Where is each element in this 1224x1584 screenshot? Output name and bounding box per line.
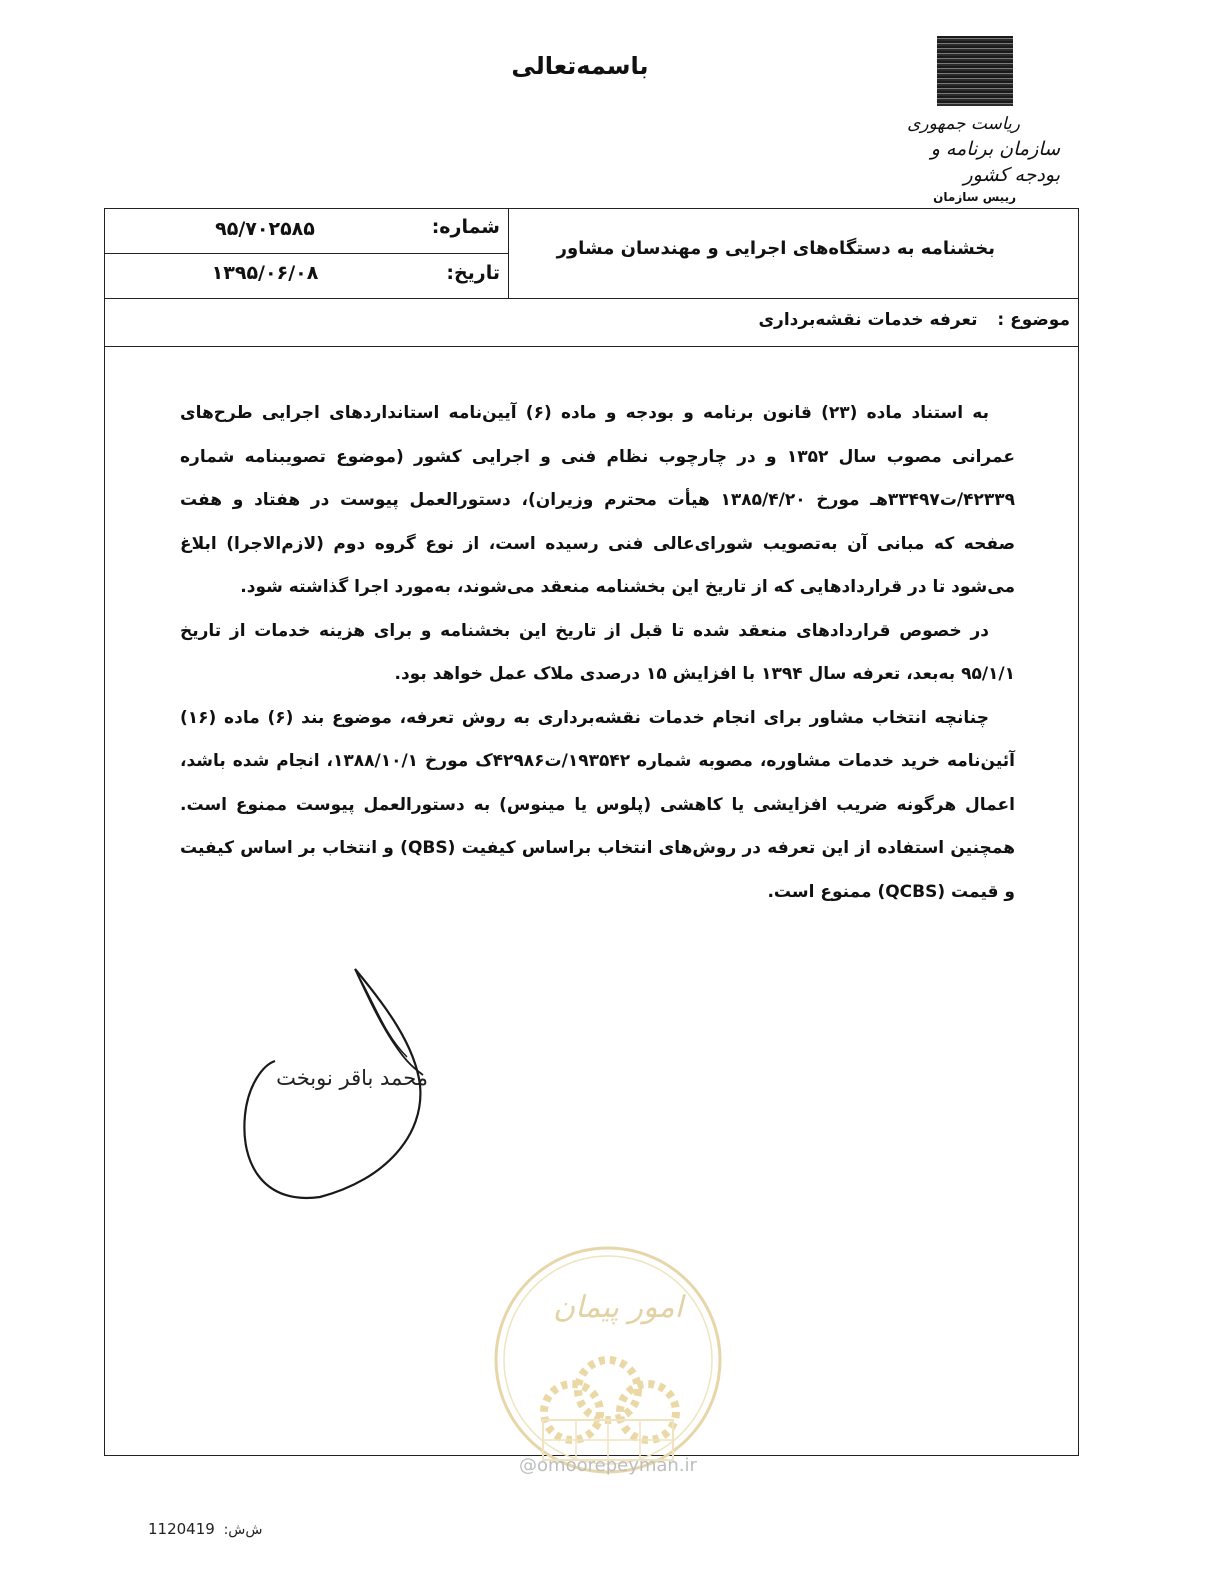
subject-line	[600, 310, 1070, 330]
org-line-head: رییس سازمان	[933, 190, 1016, 204]
frame-divider-meta	[104, 253, 508, 254]
number-value: ۹۵/۷۰۲۵۸۵	[215, 218, 315, 240]
subject-label: موضوع :	[997, 310, 1070, 330]
body-paragraph-3: چنانچه انتخاب مشاور برای انجام خدمات نقشه‌برداری به روش تعرفه، موضوع بند (۶) ماده (۱۶) آئین‌نامه خرید خدمات مشاوره، مصوبه شماره ۱۹۳۵۴۲/ت۴۲۹۸۶ک مورخ ۱۳۸۸/۱۰/۱، انجام شده باشد، اعمال هرگونه ضریب افزایشی یا کاهشی (پلوس یا مینوس) به دستورالعمل پیوست ممنوع است. همچنین استفاده از این تعرفه در روش‌های انتخاب براساس کیفیت (QBS) و انتخاب بر اساس کیفیت و قیمت (QCBS) ممنوع است.	[180, 707, 1015, 902]
watermark-url: @omoorepeyman.ir	[519, 1455, 697, 1476]
watermark-seal	[488, 1240, 728, 1480]
subject-value: تعرفه خدمات نقشه‌برداری	[758, 310, 978, 330]
letter-body	[180, 392, 1015, 914]
basmala-heading: باسمه‌تعالی	[511, 52, 649, 80]
recipient-heading: بخشنامه به دستگاه‌های اجرایی و مهندسان مشاور	[556, 238, 995, 259]
signatory-name: محمد باقر نوبخت	[276, 1066, 428, 1090]
body-paragraph-2: در خصوص قراردادهای منعقد شده تا قبل از تاریخ این بخشنامه و برای هزینه خدمات از تاریخ ۹۵/۱/۱ به‌بعد، تعرفه سال ۱۳۹۴ با افزایش ۱۵ درصدی ملاک عمل خواهد بود.	[180, 620, 1015, 684]
frame-divider-subject	[104, 346, 1079, 347]
footer-serial-value: 1120419	[148, 1520, 215, 1538]
footer-serial-label: ش‌ش:	[223, 1522, 263, 1538]
org-line-presidency: ریاست جمهوری	[907, 114, 1020, 134]
date-label: تاریخ:	[446, 262, 500, 284]
frame-divider-top	[104, 298, 1079, 299]
watermark-logo-text: امور پیمان	[553, 1290, 683, 1325]
body-paragraph-1: به استناد ماده (۲۳) قانون برنامه و بودجه و ماده (۶) آیین‌نامه استانداردهای اجرایی طرح‌های عمرانی مصوب سال ۱۳۵۲ و در چارچوب نظام فنی و اجرایی کشور (موضوع تصویبنامه شماره ۴۲۳۳۹/ت۳۳۴۹۷هـ مورخ ۱۳۸۵/۴/۲۰ هیأت محترم وزیران)، دستورالعمل پیوست در هفتاد و هفت صفحه که مبانی آن به‌تصویب شورای‌عالی فنی رسیده است، از نوع گروه دوم (لازم‌الاجرا) ابلاغ می‌شود تا در قراردادهایی که از تاریخ این بخشنامه منعقد می‌شوند، به‌مورد اجرا گذاشته شود.	[180, 403, 1015, 597]
footer-serial	[148, 1520, 278, 1538]
date-value: ۱۳۹۵/۰۶/۰۸	[211, 262, 319, 284]
organization-block	[880, 112, 1060, 206]
frame-divider-vertical	[508, 208, 509, 299]
org-line-organization: سازمان برنامه و بودجه کشور	[930, 138, 1060, 186]
number-label: شماره:	[431, 216, 500, 238]
national-emblem-image	[937, 36, 1013, 106]
